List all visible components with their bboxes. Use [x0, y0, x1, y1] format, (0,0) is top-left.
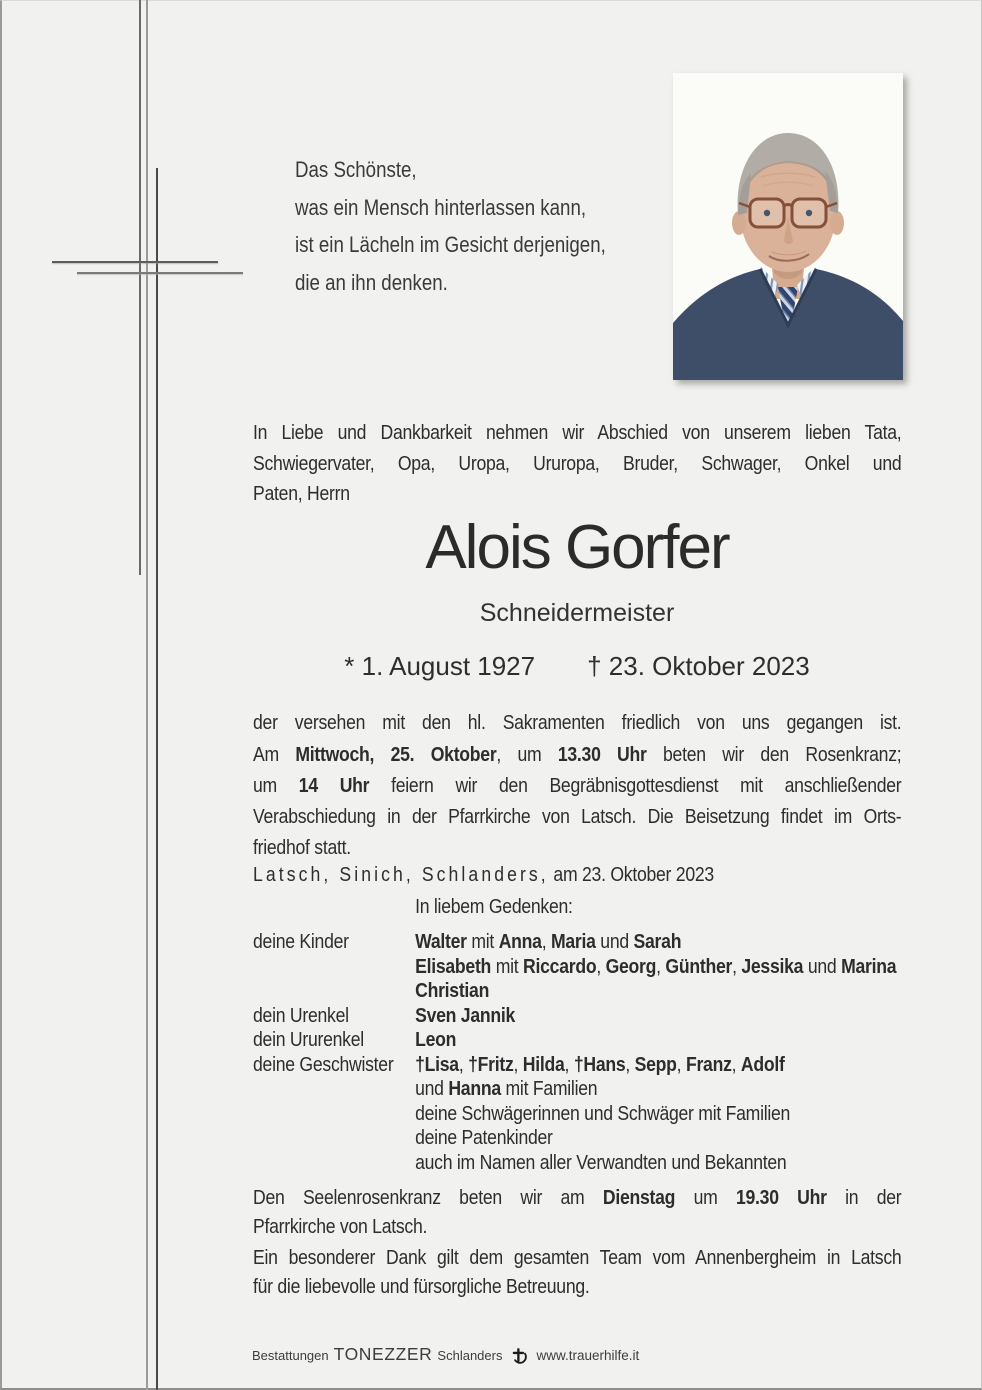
family-names [415, 1004, 515, 1029]
family-names [415, 930, 681, 955]
family-relation-label [253, 1077, 415, 1102]
bold-text: Dienstag [602, 1187, 676, 1209]
bold-text: Riccardo [523, 955, 597, 978]
family-relation-label: deine Geschwister [253, 1053, 394, 1076]
bold-text: †Lisa [415, 1053, 459, 1076]
family-relation-label: dein Ururenkel [253, 1029, 364, 1051]
quote-line: ist ein Lächeln im Gesicht derjenigen, [295, 232, 606, 257]
main-text-column [253, 0, 901, 1390]
text: , um [496, 744, 558, 766]
text: Den Seelenrosenkranz beten wir am [253, 1187, 603, 1209]
text: , [656, 955, 666, 978]
text-line [253, 1213, 901, 1242]
text-line [253, 708, 901, 738]
text: , [676, 1053, 686, 1076]
bold-text: Adolf [740, 1053, 785, 1076]
family-names [415, 955, 896, 980]
text: , [541, 931, 551, 953]
family-relation-label: dein Urenkel [253, 1004, 349, 1027]
text: In Liebe und Dankbarkeit nehmen wir Abschied von unserem lieben Tata, [253, 422, 902, 444]
bold-text: Hanna [448, 1078, 501, 1100]
text: Pfarrkirche von Latsch. [253, 1216, 428, 1238]
rosary-paragraph [253, 1184, 901, 1242]
text: , [625, 1053, 635, 1076]
text-line [253, 1184, 901, 1213]
funeral-announcement [253, 740, 901, 864]
text: Ein besonderer Dank gilt dem gesamten Team vom Annenbergheim in Latsch [253, 1247, 902, 1269]
birth-date: * 1. August 1927 [344, 651, 536, 681]
places-text: Latsch, Sinich, Schlanders, [253, 864, 549, 886]
footer-brand: TONEZZER [333, 1344, 433, 1364]
cross-horizontal-arm-upper [52, 261, 218, 263]
bold-text: †Fritz [468, 1053, 514, 1076]
place-date-line [253, 864, 901, 887]
family-list [253, 930, 901, 1175]
text-line [253, 833, 901, 864]
bold-text: Sven Jannik [415, 1004, 516, 1027]
text: friedhof statt. [253, 837, 351, 859]
quote-line: Das Schönste, [295, 157, 417, 182]
family-relation-label [253, 1102, 415, 1127]
bold-text: 19.30 Uhr [735, 1187, 827, 1209]
text: und [803, 955, 842, 978]
text: beten wir den Rosenkranz; [646, 744, 902, 766]
deceased-profession: Schneidermeister [479, 599, 675, 627]
cross-vertical-line-right [156, 168, 158, 1390]
funeral-home-footer [252, 1344, 639, 1365]
family-relation-label [253, 979, 415, 1004]
text-line [253, 802, 901, 833]
text: Paten, Herrn [253, 483, 350, 505]
text: , [564, 1053, 574, 1076]
thanks-paragraph [253, 1244, 901, 1302]
life-dates [253, 651, 901, 682]
footer-website: www.trauerhilfe.it [536, 1348, 640, 1363]
family-names [415, 1077, 597, 1102]
family-relation-label [253, 1126, 415, 1151]
family-names [415, 1053, 784, 1078]
text: auch im Namen aller Verwandten und Bekannten [415, 1151, 787, 1174]
cross-vertical-line-left [139, 0, 141, 575]
bold-text: 13.30 Uhr [557, 744, 647, 766]
family-row [253, 1077, 901, 1102]
bold-text: Leon [415, 1029, 457, 1051]
bold-text: Walter [415, 931, 467, 953]
text: um [675, 1187, 736, 1209]
family-row [253, 1102, 901, 1127]
family-row [253, 1028, 901, 1053]
text: um [253, 775, 299, 797]
family-names [415, 1126, 553, 1151]
text: deine Schwägerinnen und Schwäger mit Familien [415, 1102, 791, 1125]
text-line [253, 1244, 901, 1273]
family-names [415, 979, 489, 1004]
gedenken-heading: In liebem Gedenken: [415, 896, 573, 918]
family-row [253, 1151, 901, 1176]
family-names [415, 1028, 456, 1053]
bold-text: Mittwoch, 25. Oktober [295, 744, 497, 766]
bold-text: Christian [415, 980, 490, 1002]
bold-text: Hilda [522, 1053, 565, 1076]
text: in der [826, 1187, 902, 1209]
text-line [253, 449, 901, 480]
family-row [253, 1126, 901, 1151]
bold-text: Maria [550, 931, 596, 953]
text: Verabschiedung in der Pfarrkirche von Latsch. Die Beisetzung findet im Orts- [253, 806, 902, 828]
family-names [415, 1151, 786, 1176]
text: mit [466, 931, 499, 953]
text: und [415, 1078, 449, 1100]
text: , [458, 1053, 469, 1076]
family-relation-label [253, 955, 415, 980]
family-row [253, 1053, 901, 1078]
text: der versehen mit den hl. Sakramenten friedlich von uns gegangen ist. [253, 712, 902, 734]
quote-line: die an ihn denken. [295, 269, 448, 295]
text: Schwiegervater, Opa, Uropa, Ururopa, Bruder, Schwager, Onkel und [253, 452, 902, 475]
bold-text: Anna [498, 931, 542, 953]
bold-text: Franz [685, 1053, 732, 1076]
bold-text: Sarah [633, 931, 682, 953]
text: , [596, 955, 606, 978]
passing-line [253, 708, 901, 738]
family-row [253, 979, 901, 1004]
deceased-name: Alois Gorfer [425, 513, 729, 582]
text: deine Patenkinder [415, 1127, 553, 1149]
text: , [731, 1053, 741, 1076]
family-row [253, 955, 901, 980]
text: , [732, 955, 742, 978]
family-relation-label: deine Kinder [253, 931, 349, 953]
family-row [253, 1004, 901, 1029]
text-line [253, 771, 901, 802]
trauerhilfe-cross-logo-icon [511, 1348, 529, 1366]
bold-text: Günther [665, 955, 733, 978]
death-date: † 23. Oktober 2023 [587, 651, 810, 681]
text: für die liebevolle und fürsorgliche Betreuung. [253, 1276, 590, 1298]
family-names [415, 1102, 790, 1127]
text: mit Familien [500, 1078, 598, 1100]
quote-line: was ein Mensch hinterlassen kann, [295, 194, 587, 220]
footer-prefix: Bestattungen [252, 1348, 329, 1363]
bold-text: Jessika [741, 955, 804, 978]
bold-text: Georg [605, 955, 657, 978]
bold-text: Elisabeth [415, 955, 492, 978]
text: , [513, 1053, 523, 1076]
bold-text: †Hans [573, 1053, 626, 1076]
bold-text: 14 Uhr [298, 775, 370, 797]
text: Am [253, 744, 296, 766]
bold-text: Sepp [634, 1053, 677, 1076]
family-relation-label [253, 1151, 415, 1176]
cross-horizontal-arm-lower [77, 272, 243, 274]
intro-paragraph [253, 418, 901, 510]
text-line [253, 1273, 901, 1302]
date-text: am 23. Oktober 2023 [548, 864, 714, 886]
text-line [253, 418, 901, 449]
text: feiern wir den Begräbnisgottesdienst mit anschließender [369, 775, 902, 797]
text: und [595, 931, 634, 953]
cross-vertical-line-center [146, 0, 148, 1390]
text-line [253, 479, 901, 510]
text: mit [491, 955, 524, 978]
footer-location: Schlanders [437, 1348, 503, 1363]
bold-text: Marina [841, 955, 897, 978]
family-row [253, 930, 901, 955]
text-line [253, 740, 901, 771]
